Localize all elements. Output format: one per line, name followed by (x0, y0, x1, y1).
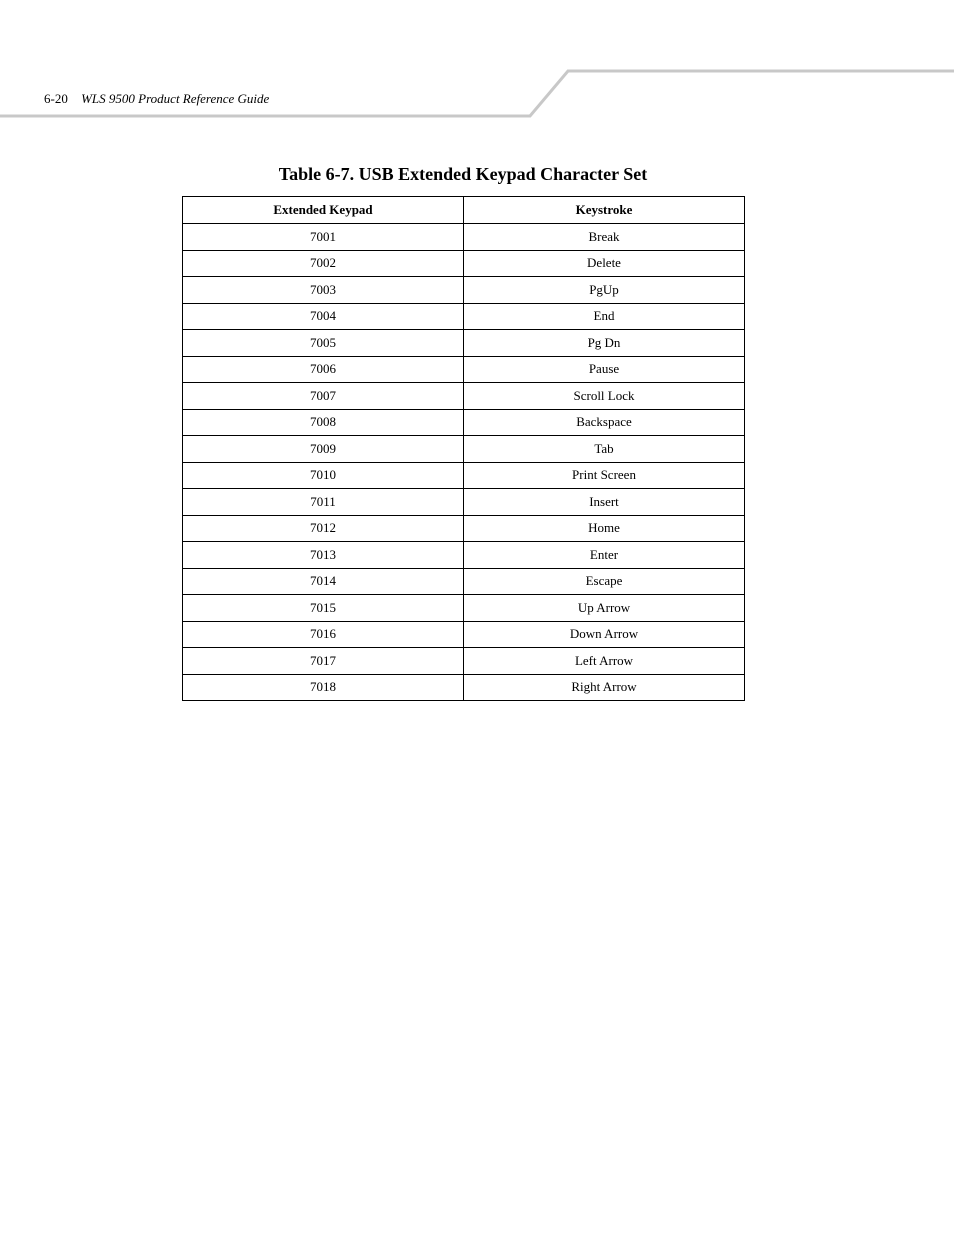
keystroke-cell: Break (464, 224, 745, 251)
table-row (183, 648, 745, 675)
extended-keypad-cell: 7010 (183, 462, 464, 489)
keystroke-cell: PgUp (464, 277, 745, 304)
table-row (183, 303, 745, 330)
table-header-row (183, 197, 745, 224)
extended-keypad-cell: 7011 (183, 489, 464, 516)
keystroke-cell: Tab (464, 436, 745, 463)
keystroke-cell: End (464, 303, 745, 330)
keystroke-cell: Backspace (464, 409, 745, 436)
column-header-keystroke: Keystroke (464, 197, 745, 224)
keystroke-cell: Home (464, 515, 745, 542)
table-row (183, 330, 745, 357)
table-row (183, 383, 745, 410)
keystroke-cell: Escape (464, 568, 745, 595)
keystroke-cell: Down Arrow (464, 621, 745, 648)
keystroke-cell: Print Screen (464, 462, 745, 489)
table-row (183, 621, 745, 648)
table-row (183, 674, 745, 701)
extended-keypad-cell: 7008 (183, 409, 464, 436)
table-row (183, 356, 745, 383)
keystroke-cell: Scroll Lock (464, 383, 745, 410)
extended-keypad-cell: 7002 (183, 250, 464, 277)
keystroke-cell: Pause (464, 356, 745, 383)
extended-keypad-cell: 7017 (183, 648, 464, 675)
extended-keypad-cell: 7018 (183, 674, 464, 701)
extended-keypad-cell: 7007 (183, 383, 464, 410)
guide-title: WLS 9500 Product Reference Guide (81, 91, 270, 106)
keystroke-cell: Delete (464, 250, 745, 277)
column-header-extended-keypad: Extended Keypad (183, 197, 464, 224)
table-row (183, 542, 745, 569)
extended-keypad-cell: 7013 (183, 542, 464, 569)
keystroke-cell: Enter (464, 542, 745, 569)
table-row (183, 515, 745, 542)
header-rule (0, 0, 954, 130)
table-title: Table 6-7. USB Extended Keypad Character Set (278, 164, 648, 184)
extended-keypad-cell: 7001 (183, 224, 464, 251)
extended-keypad-cell: 7016 (183, 621, 464, 648)
keystroke-cell: Pg Dn (464, 330, 745, 357)
extended-keypad-cell: 7014 (183, 568, 464, 595)
table-row (183, 568, 745, 595)
extended-keypad-cell: 7015 (183, 595, 464, 622)
table-row (183, 224, 745, 251)
extended-keypad-cell: 7012 (183, 515, 464, 542)
keystroke-cell: Left Arrow (464, 648, 745, 675)
table-row (183, 462, 745, 489)
extended-keypad-cell: 7005 (183, 330, 464, 357)
keystroke-cell: Right Arrow (464, 674, 745, 701)
extended-keypad-cell: 7003 (183, 277, 464, 304)
keypad-character-table (182, 196, 745, 701)
table-body (183, 224, 745, 701)
running-header (44, 91, 269, 107)
table-row (183, 277, 745, 304)
extended-keypad-cell: 7006 (183, 356, 464, 383)
table-row (183, 436, 745, 463)
table-row (183, 250, 745, 277)
extended-keypad-cell: 7009 (183, 436, 464, 463)
keystroke-cell: Insert (464, 489, 745, 516)
page-number: 6-20 (44, 91, 68, 106)
extended-keypad-cell: 7004 (183, 303, 464, 330)
keystroke-cell: Up Arrow (464, 595, 745, 622)
table-row (183, 489, 745, 516)
table-row (183, 409, 745, 436)
table-row (183, 595, 745, 622)
